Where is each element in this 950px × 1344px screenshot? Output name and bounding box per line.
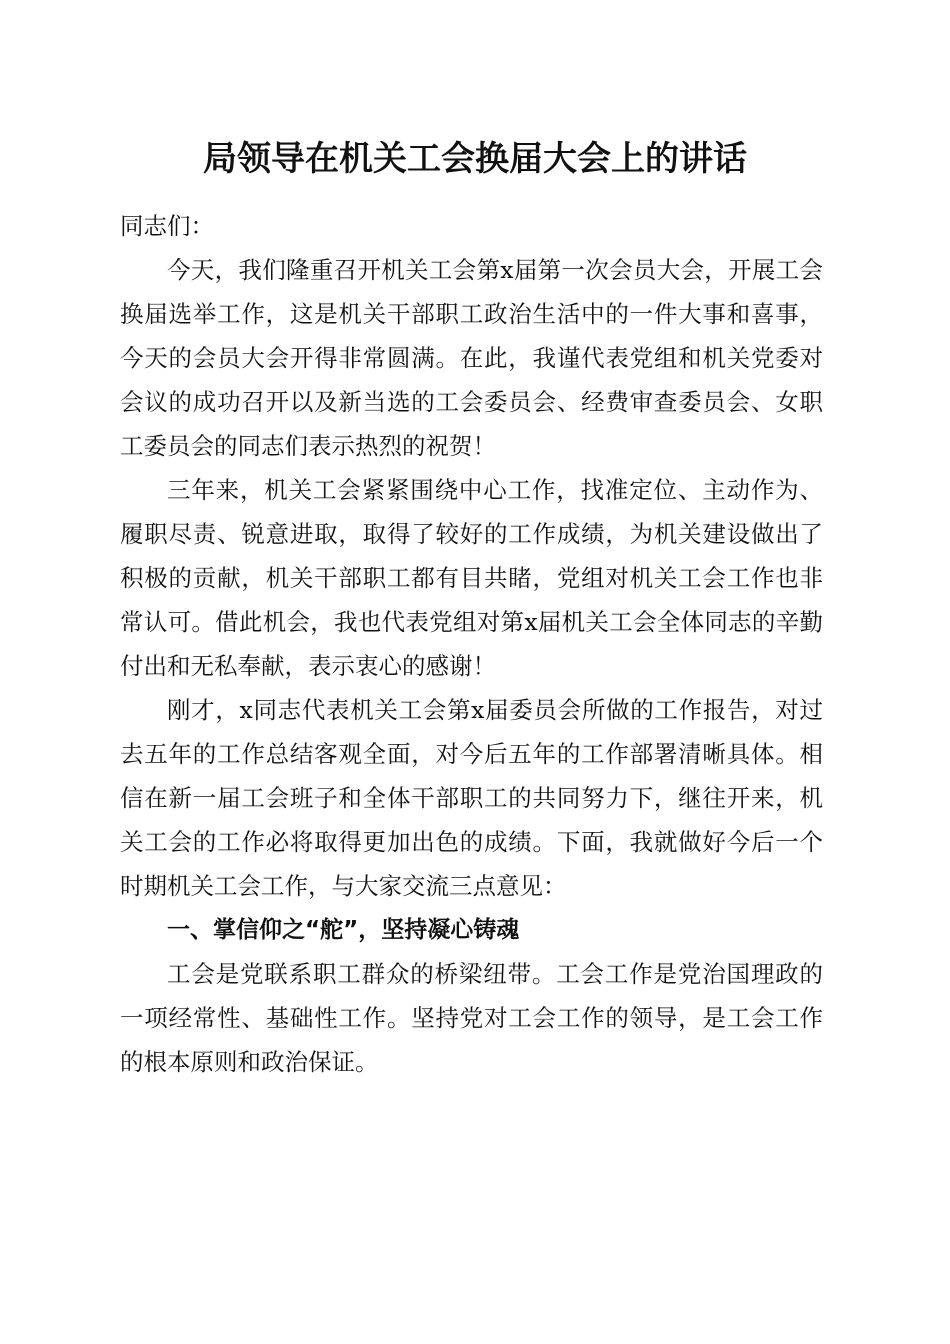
document-body [120,204,823,1084]
section-heading: 一、掌信仰之“舵”，坚持凝心铸魂 [167,917,520,943]
salutation: 同志们： [120,212,214,240]
paragraph-report: 刚才，x同志代表机关工会第x届委员会所做的工作报告，对过去五年的工作总结客观全面，对今后五年的工作部署清晰具体。相信在新一届工会班子和全体干部职工的共同努力下，继往开来，机关工会的工作必将取得更加出色的成绩。下面，我就做好今后一个时期机关工会工作，与大家交流三点意见： [120,696,823,900]
section-paragraph: 工会是党联系职工群众的桥梁纽带。工会工作是党治国理政的一项经常性、基础性工作。坚持党对工会工作的领导，是工会工作的根本原则和政治保证。 [120,960,823,1076]
document-title: 局领导在机关工会换届大会上的讲话 [203,139,747,179]
paragraph-achievements: 三年来，机关工会紧紧围绕中心工作，找准定位、主动作为、履职尽责、锐意进取，取得了较好的工作成绩，为机关建设做出了积极的贡献，机关干部职工都有目共睹，党组对机关工会工作也非常认可。借此机会，我也代表党组对第x届机关工会全体同志的辛勤付出和无私奉献，表示衷心的感谢！ [120,476,823,680]
paragraph-opening: 今天，我们隆重召开机关工会第x届第一次会员大会，开展工会换届选举工作，这是机关干部职工政治生活中的一件大事和喜事，今天的会员大会开得非常圆满。在此，我谨代表党组和机关党委对会议的成功召开以及新当选的工会委员会、经费审查委员会、女职工委员会的同志们表示热烈的祝贺！ [120,256,823,460]
